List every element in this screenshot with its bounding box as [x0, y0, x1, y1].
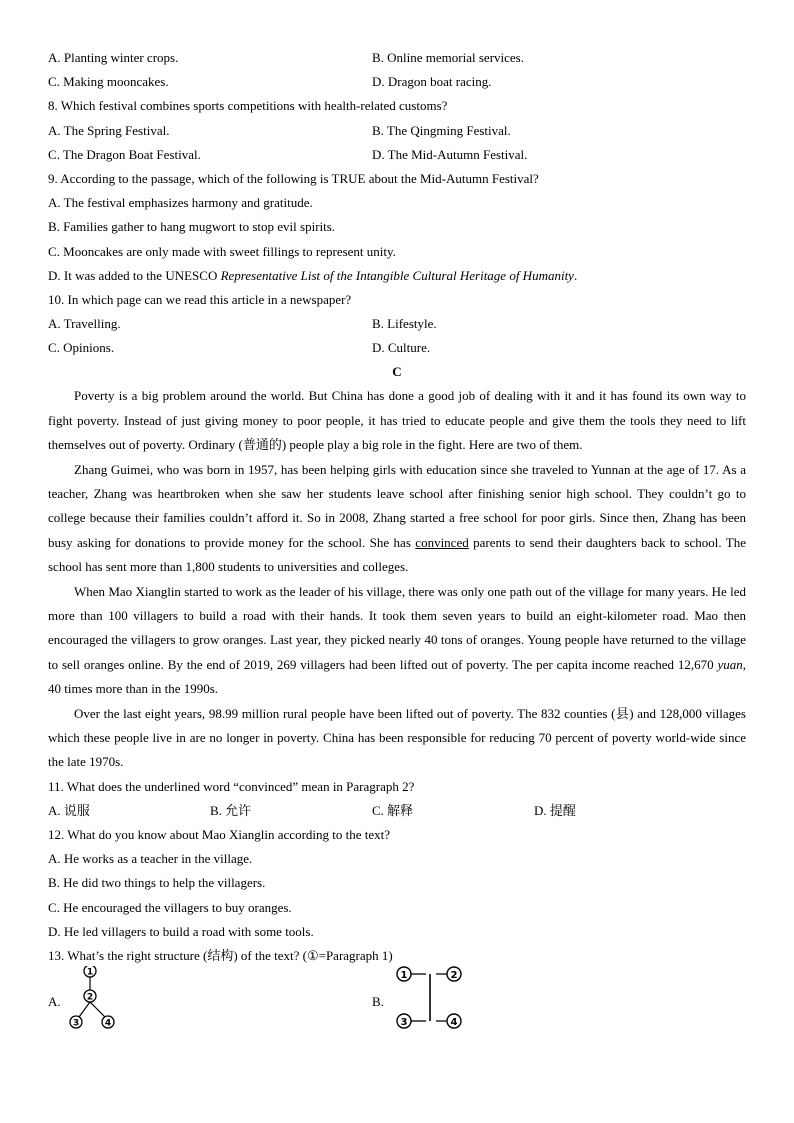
- underlined-word: convinced: [415, 534, 469, 550]
- node-3-label: 3: [72, 1018, 80, 1029]
- passage-paragraph-1: Poverty is a big problem around the world. But China has done a good job of dealing with it and it has found its own way to fight poverty. Instead of just giving money to poor people, it has tried to educate people and give them the tools they need to lift themselves out of poverty. Ordinary (普通的) people play a big role in the fight. Here are two of them.: [48, 388, 746, 452]
- q10-options-row-1: [48, 312, 746, 336]
- node-4-label: 4: [104, 1018, 112, 1029]
- q13-option-a-label: A.: [48, 994, 61, 1010]
- passage-paragraph-4: Over the last eight years, 98.99 million rural people have been lifted out of poverty. The 832 counties (县) and 128,000 villages which these people live in are no longer in poverty. China has been responsible for reducing 70 percent of poverty world-wide since the late 1970s.: [48, 706, 746, 770]
- q9-option-c: C. Mooncakes are only made with sweet fillings to represent unity.: [48, 243, 396, 259]
- q8-option-b: B. The Qingming Festival.: [372, 122, 511, 138]
- p2-text-before: Zhang Guimei, who was born in 1957, has been helping girls with education since she traveled to Yunnan at the age of 17. As a teacher, Zhang was heartbroken when she saw her students leave school after finishing senior high school. They couldn’t go to college because their families couldn’t afford it. So in 2008, Zhang started a free school for poor girls. Since then, Zhang has been busy asking for donations to provide money for the school. She has: [48, 462, 746, 550]
- q13-option-b-label: B.: [372, 994, 384, 1010]
- node-3-label: 3: [400, 1017, 408, 1029]
- q10-option-c: C. Opinions.: [48, 340, 115, 356]
- q11-options-row: [48, 799, 746, 823]
- node-1-label: 1: [400, 970, 408, 982]
- q12-option-c: C. He encouraged the villagers to buy oranges.: [48, 899, 292, 915]
- q12-stem: 12. What do you know about Mao Xianglin according to the text?: [48, 827, 391, 843]
- q12-option-a: A. He works as a teacher in the village.: [48, 851, 253, 867]
- passage-paragraph-2: [48, 458, 746, 579]
- node-2-label: 2: [450, 970, 458, 982]
- q8-stem: 8. Which festival combines sports competitions with health-related customs?: [48, 98, 448, 114]
- q7-options-row-1: [48, 46, 746, 70]
- structure-tree-diagram: [66, 966, 156, 1036]
- q7-option-b: B. Online memorial services.: [372, 50, 524, 65]
- q8-option-d: D. The Mid-Autumn Festival.: [372, 146, 528, 162]
- q9-option-d-prefix: D. It was added to the UNESCO: [48, 267, 221, 283]
- p3-text-before: When Mao Xianglin started to work as the leader of his village, there was only one path out of the village for many years. He led more than 100 villagers to build a road with their hands. It took them seven years to build an eight-kilometer road. Mao then encouraged the villagers to grow oranges. Last year, they picked nearly 40 tons of oranges. Young people have returned to the village to sell oranges online. By the end of 2019, 269 villagers had been lifted out of poverty. The per capita income reached 12,670: [48, 584, 746, 672]
- section-title: C: [392, 364, 402, 380]
- q11-option-a: A. 说服: [48, 802, 90, 818]
- q7-option-c: C. Making mooncakes.: [48, 74, 169, 90]
- q8-option-c: C. The Dragon Boat Festival.: [48, 146, 201, 162]
- node-4-label: 4: [450, 1017, 458, 1029]
- q10-option-b: B. Lifestyle.: [372, 316, 437, 332]
- p3-text-after: , 40 times more than in the 1990s.: [48, 656, 746, 696]
- q11-option-c: C. 解释: [372, 802, 414, 818]
- q9-option-a: A. The festival emphasizes harmony and gratitude.: [48, 195, 313, 211]
- q10-option-a: A. Travelling.: [48, 316, 121, 332]
- node-2-label: 2: [86, 992, 94, 1003]
- q9-option-d-title: Representative List of the Intangible Cultural Heritage of Humanity: [220, 267, 574, 283]
- q10-stem: 10. In which page can we read this article in a newspaper?: [48, 291, 352, 307]
- passage-paragraph-3: [48, 580, 746, 701]
- structure-h-diagram: [392, 966, 482, 1036]
- q11-option-b: B. 允许: [210, 802, 252, 818]
- q9-option-d-suffix: .: [573, 267, 578, 283]
- node-1-label: 1: [86, 967, 94, 978]
- q11-stem: 11. What does the underlined word “convinced” mean in Paragraph 2?: [48, 778, 415, 794]
- q7-options-row-2: [48, 70, 746, 94]
- q9-stem: 9. According to the passage, which of the following is TRUE about the Mid-Autumn Festival?: [48, 170, 539, 186]
- exam-page: [48, 46, 746, 1048]
- q9-option-b: B. Families gather to hang mugwort to stop evil spirits.: [48, 219, 336, 235]
- q12-option-b: B. He did two things to help the villagers.: [48, 875, 266, 891]
- q10-options-row-2: [48, 336, 746, 360]
- q13-stem: 13. What’s the right structure (结构) of the text? (①=Paragraph 1): [48, 948, 393, 963]
- q8-option-a: A. The Spring Festival.: [48, 122, 170, 138]
- q11-option-d: D. 提醒: [534, 802, 576, 818]
- q8-options-row-2: [48, 143, 746, 167]
- p3-currency: yuan: [717, 656, 743, 672]
- q7-option-a: A. Planting winter crops.: [48, 50, 179, 65]
- q13-diagrams: [48, 968, 746, 1048]
- p2-text-after: parents to send their daughters back to school. The school has sent more than 1,800 students to universities and colleges.: [48, 534, 746, 574]
- q10-option-d: D. Culture.: [372, 340, 431, 356]
- q12-option-d: D. He led villagers to build a road with some tools.: [48, 923, 314, 939]
- q7-option-d: D. Dragon boat racing.: [372, 74, 492, 90]
- q8-options-row-1: [48, 119, 746, 143]
- q9-option-d: [48, 264, 746, 288]
